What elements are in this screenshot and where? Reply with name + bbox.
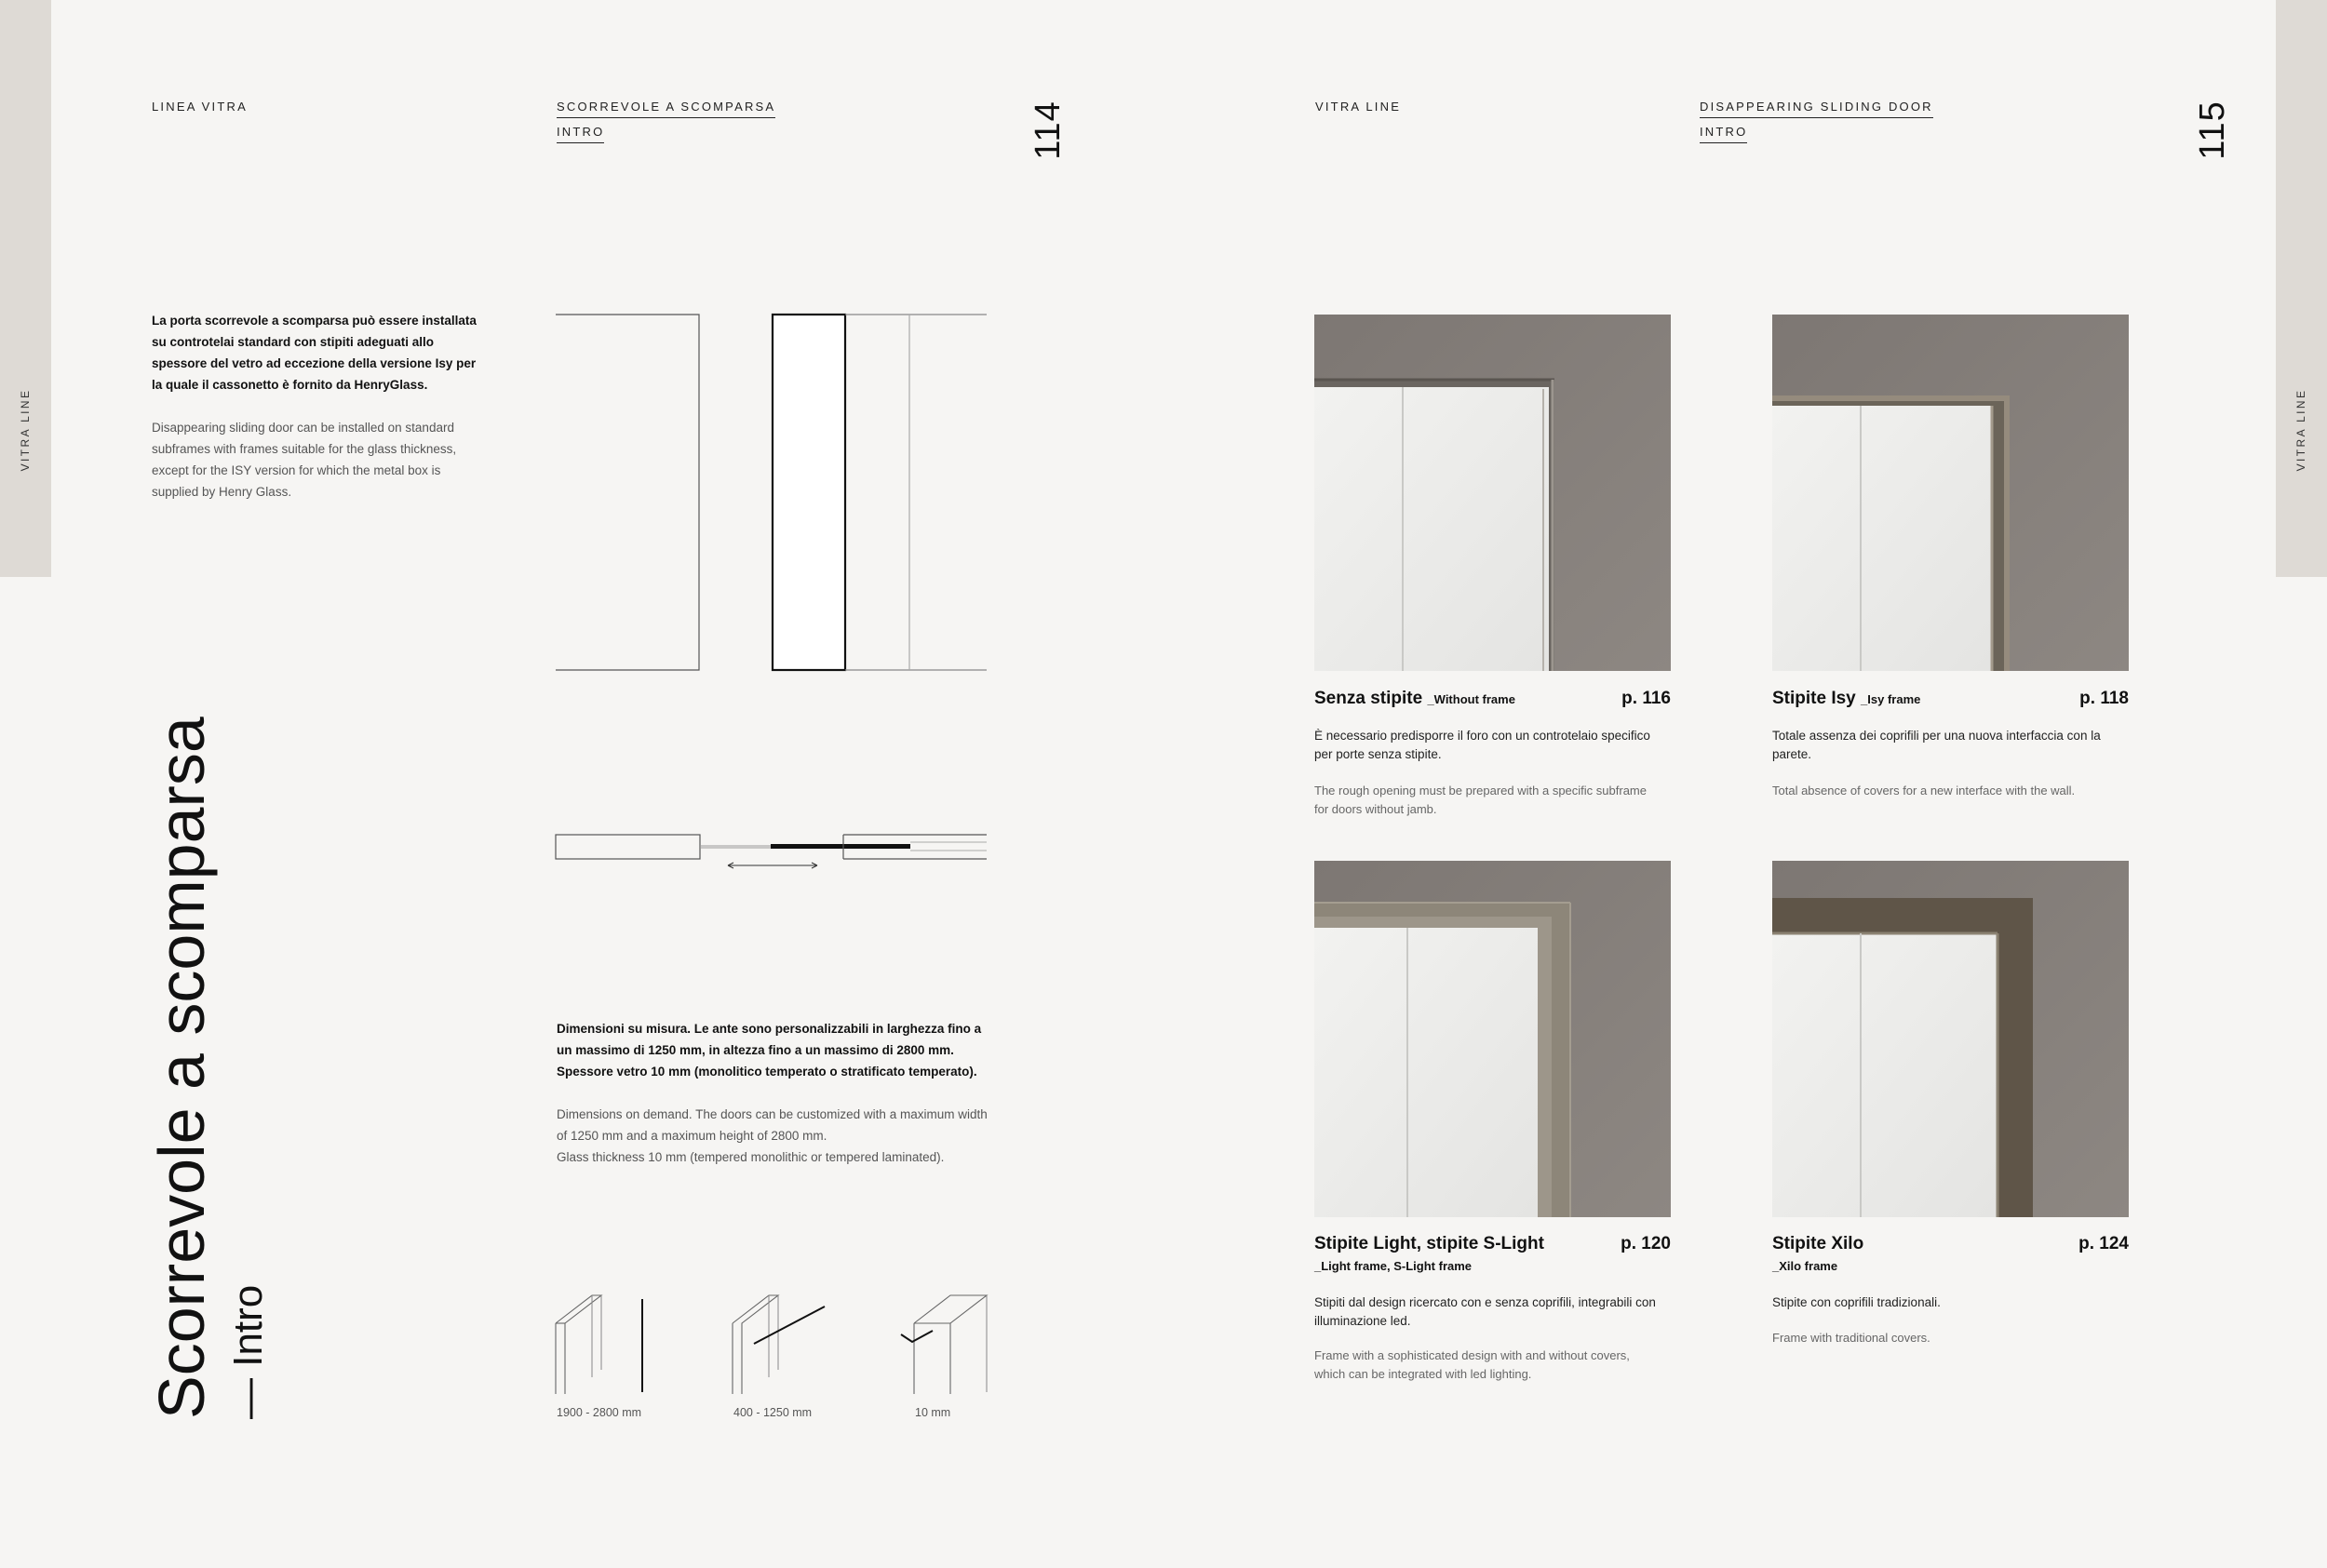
- right-header-title: DISAPPEARING SLIDING DOOR: [1700, 100, 1933, 118]
- left-header-section: LINEA VITRA: [152, 100, 248, 114]
- dimensions-text-en-1: Dimensions on demand. The doors can be customized with a maximum width of 1250 mm and a maximum height of 2800 mm.: [557, 1107, 988, 1143]
- card-1-page-ref[interactable]: p. 116: [1621, 689, 1671, 708]
- left-sidebar-label: VITRA LINE: [19, 388, 32, 472]
- card-4-text-en: Frame with traditional covers.: [1772, 1331, 1930, 1345]
- right-header-section: VITRA LINE: [1315, 100, 1402, 114]
- left-page-number: 114: [1029, 101, 1068, 160]
- card-4-title: Stipite Xilo: [1772, 1234, 1864, 1253]
- door-plan-diagram: [555, 830, 989, 873]
- height-dimension-icon: [555, 1292, 648, 1396]
- door-elevation-diagram: [555, 312, 989, 675]
- section-title: Scorrevole a scomparsa: [145, 717, 218, 1419]
- card-3-subtitle: _Light frame, S-Light frame: [1314, 1259, 1473, 1273]
- dimensions-text-en-2: Glass thickness 10 mm (tempered monolithic or tempered laminated).: [557, 1150, 945, 1164]
- right-sidebar-tab: [2276, 0, 2327, 577]
- card-3-title: Stipite Light, stipite S-Light: [1314, 1234, 1544, 1253]
- width-dimension-icon: [732, 1292, 834, 1396]
- dim-height-label: 1900 - 2800 mm: [557, 1406, 642, 1419]
- right-sidebar-label: VITRA LINE: [2294, 388, 2307, 472]
- photo-stipite-light: [1314, 861, 1671, 1217]
- left-header-title: SCORREVOLE A SCOMPARSA: [557, 100, 775, 118]
- left-header-subtitle: INTRO: [557, 125, 604, 143]
- card-1-text-en: The rough opening must be prepared with a specific subframe for doors without jamb.: [1314, 784, 1647, 816]
- photo-senza-stipite: [1314, 315, 1671, 671]
- card-4-subtitle: _Xilo frame: [1772, 1259, 1838, 1273]
- card-2-text-it: Totale assenza dei coprifili per una nuova interfaccia con la parete.: [1772, 729, 2101, 761]
- intro-text-en: Disappearing sliding door can be installed on standard subframes with frames suitable for the glass thickness, except for the ISY version for which the metal box is supplied by Henry Glass.: [152, 421, 457, 499]
- card-2-page-ref[interactable]: p. 118: [2079, 689, 2129, 708]
- left-sidebar-tab: [0, 0, 51, 577]
- photo-stipite-xilo: [1772, 861, 2129, 1217]
- right-page-number: 115: [2193, 101, 2232, 160]
- card-4-page-ref[interactable]: p. 124: [2078, 1234, 2129, 1253]
- dimensions-text-it: Dimensioni su misura. Le ante sono personalizzabili in larghezza fino a un massimo di 1250 mm, in altezza fino a un massimo di 2800 mm. Spessore vetro 10 mm (monolitico temperato o stratificato temperato).: [557, 1022, 982, 1079]
- card-2-title: Stipite Isy _Isy frame: [1772, 689, 1921, 708]
- dim-thickness-label: 10 mm: [915, 1406, 951, 1419]
- photo-stipite-isy: [1772, 315, 2129, 671]
- card-2-text-en: Total absence of covers for a new interface with the wall.: [1772, 784, 2076, 797]
- card-3-text-it: Stipiti dal design ricercato con e senza coprifili, integrabili con illuminazione led.: [1314, 1295, 1656, 1328]
- card-3-text-en: Frame with a sophisticated design with and without covers, which can be integrated with led lighting.: [1314, 1348, 1630, 1381]
- card-1-text-it: È necessario predisporre il foro con un controtelaio specifico per porte senza stipite.: [1314, 729, 1650, 761]
- intro-text-it: La porta scorrevole a scomparsa può essere installata su controtelai standard con stipiti adeguati allo spessore del vetro ad eccezione della versione Isy per la quale il cassonetto è fornito da HenryGlass.: [152, 314, 477, 392]
- thickness-dimension-icon: [899, 1292, 992, 1396]
- card-1-title: Senza stipite _Without frame: [1314, 689, 1515, 708]
- right-header-subtitle: INTRO: [1700, 125, 1747, 143]
- dim-width-label: 400 - 1250 mm: [733, 1406, 813, 1419]
- section-subtitle: — Intro: [225, 1284, 271, 1419]
- card-3-page-ref[interactable]: p. 120: [1621, 1234, 1671, 1253]
- card-4-text-it: Stipite con coprifili tradizionali.: [1772, 1295, 1941, 1309]
